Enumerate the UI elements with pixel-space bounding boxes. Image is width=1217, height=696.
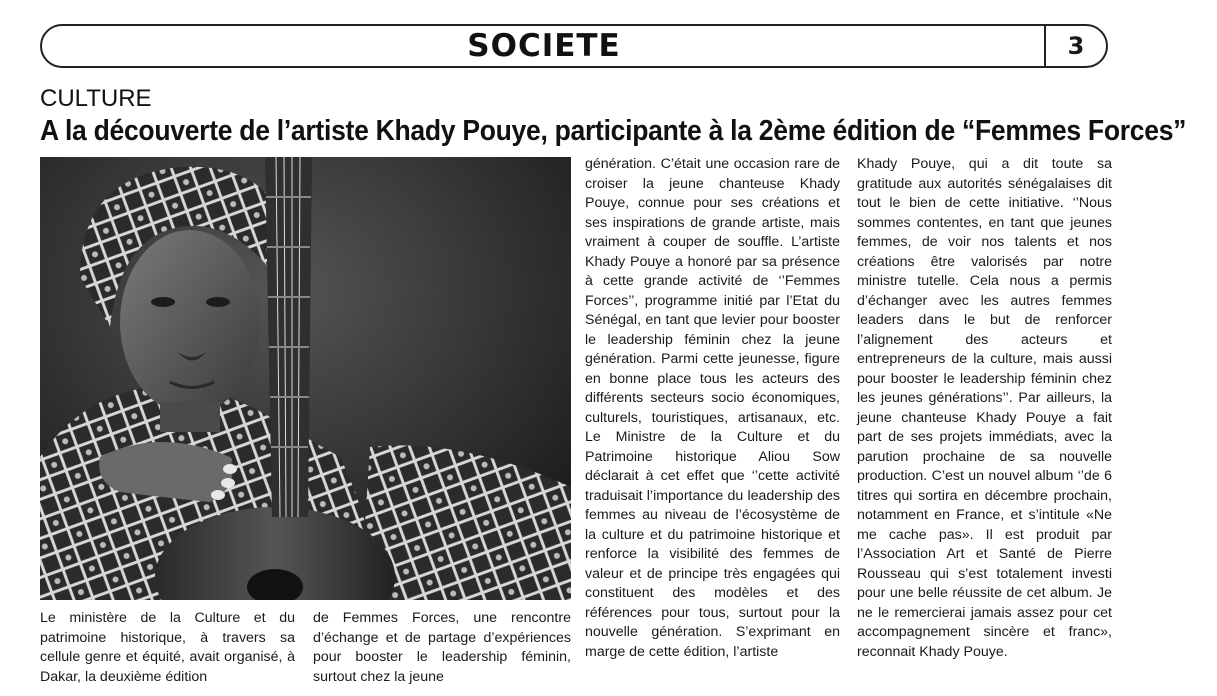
portrait-with-guitar-photo	[40, 157, 571, 600]
article-column-2	[313, 609, 571, 687]
page-number: 3	[1067, 32, 1085, 60]
article-caption-text: de Femmes Forces, une rencontre d’échange et de partage d’expériences pour booster le leadership féminin, surtout chez la jeune	[313, 610, 571, 685]
article-body-text: génération. C’était une occasion rare de croiser la jeune chanteuse Khady Pouye, connue pour ses créations et ses inspirations de grande artiste, mais vraiment à couper de souffle. L’artiste Khady Pouye a honoré par sa présence à cette grande activité de ‘’Femmes Forces’’, programme initié par l’Etat du Sénégal, en tant que levier pour booster le leadership féminin chez la jeune génération. Parmi cette jeunesse, figure en bonne place tous les acteurs des différents secteurs socio économiques, culturels, touristiques, artisanaux, etc. Le Ministre de la Culture et du Patrimoine historique Aliou Sow déclarait à cet effet que ‘’cette activité traduisait l’importance du leadership des femmes au niveau de l’écosystème de la culture et du patrimoine historique et renforce la visibilité des femmes de valeur et de principe très engagées qui constituent des modèles et des références pour tous, surtout pour la nouvelle génération. S’exprimant en marge de cette édition, l’artiste	[585, 156, 840, 660]
section-banner	[40, 24, 1108, 68]
article-caption-text: Le ministère de la Culture et du patrimoine historique, à travers sa cellule genre et équité, avait organisé, à Dakar, la deuxième édition	[40, 610, 295, 685]
section-title: SOCIETE	[467, 28, 621, 64]
article-column-4	[857, 155, 1112, 662]
article-body-text: Khady Pouye, qui a dit toute sa gratitude aux autorités sénégalaises dit tout le bien de cette initiative. ‘’Nous sommes contentes, en tant que jeunes femmes, de voir nos talents et nos créations être valorisés par notre ministre tutelle. Cela nous a permis d’échanger avec les autres femmes leaders dans le but de renforcer l’alignement des acteurs et entrepreneurs de la culture, mais aussi pour booster le leadership féminin chez les jeunes générations’’. Par ailleurs, la jeune chanteuse Khady Pouye a fait part de ses projets immédiats, avec la parution prochaine de sa nouvelle production. C’est un nouvel album ‘’de 6 titres qui sortira en décembre prochain, notamment en France, et s’intitule «Ne me cache pas». Il est produit par l’Association Art et Santé de Pierre Rousseau qui s’est totalement investi pour une belle réussite de cet album. Je ne le remercierai jamais assez pour cet accompagnement sincère et franc», reconnait Khady Pouye.	[857, 156, 1112, 660]
section-kicker: CULTURE	[40, 85, 152, 112]
article-column-3	[585, 155, 840, 662]
article-column-1	[40, 609, 295, 687]
article-headline: A la découverte de l’artiste Khady Pouye, participante à la 2ème édition de “Femmes Forces”	[40, 115, 1187, 147]
